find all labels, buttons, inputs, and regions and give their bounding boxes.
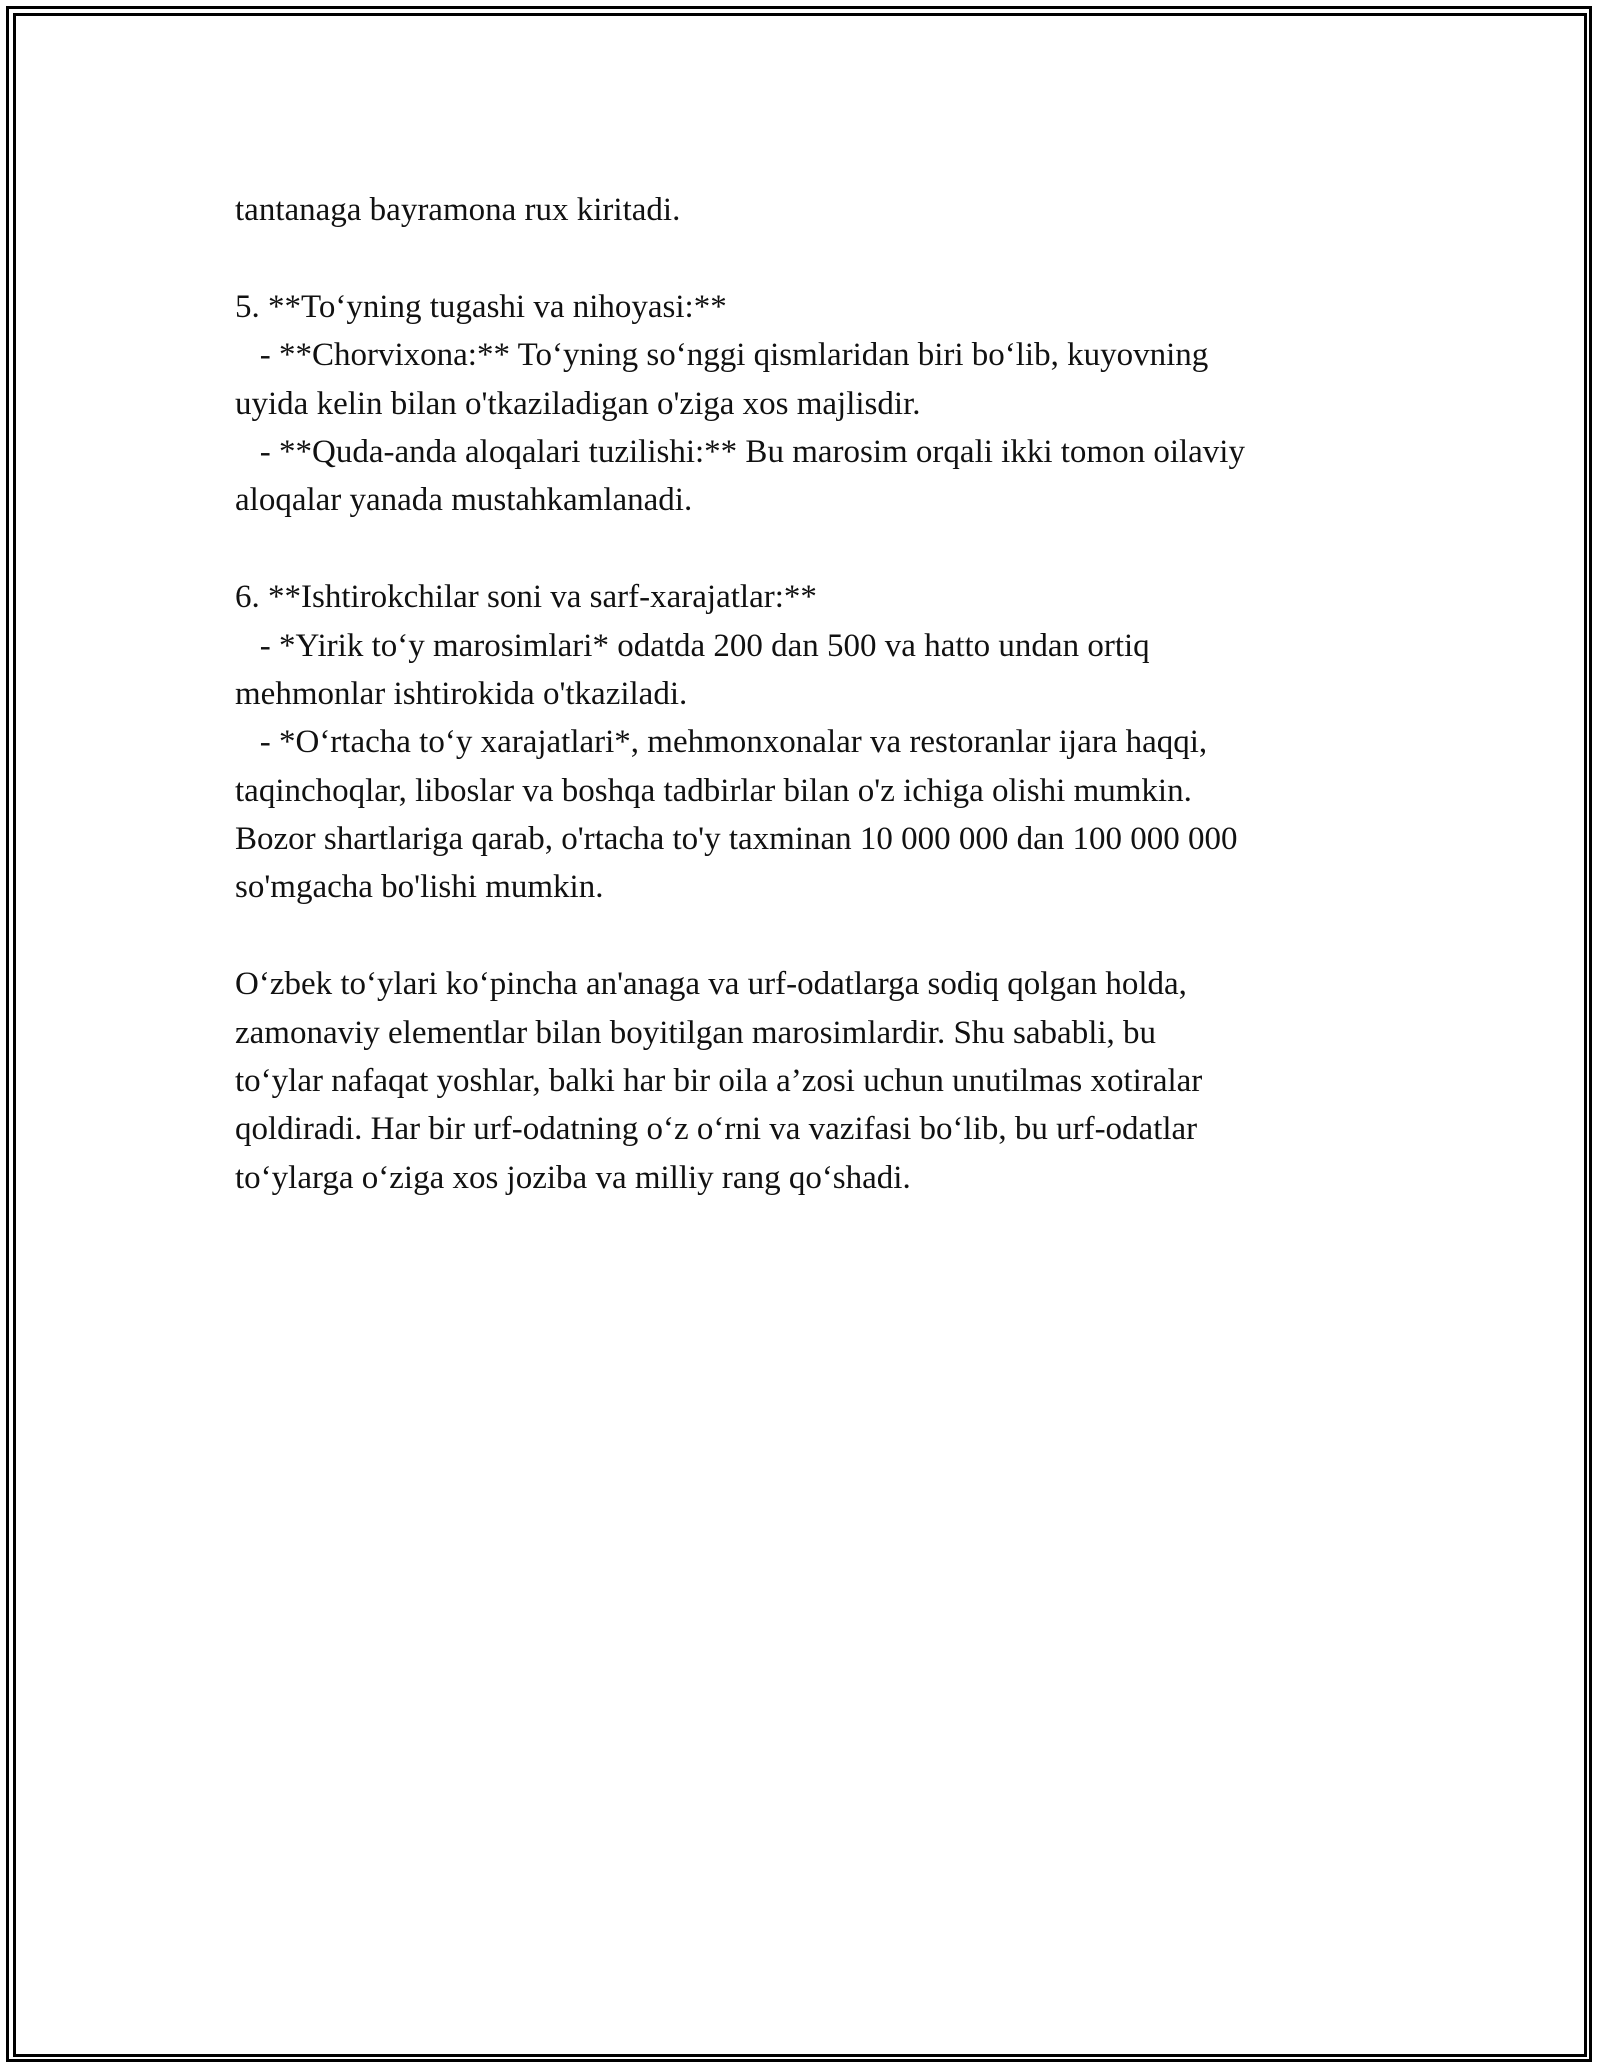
text-line: uyida kelin bilan o'tkaziladigan o'ziga xos majlisdir.: [235, 385, 921, 422]
conclusion-line: to‘ylarga o‘ziga xos joziba va milliy rang qo‘shadi.: [235, 1159, 911, 1196]
blank-line: [235, 234, 1385, 282]
text-line: so'mgacha bo'lishi mumkin.: [235, 869, 604, 906]
document-body: [235, 186, 1385, 1202]
conclusion-line: to‘ylar nafaqat yoshlar, balki har bir oila a’zosi uchun unutilmas xotiralar: [235, 1063, 1203, 1100]
section-heading: 5. **To‘yning tugashi va nihoyasi:**: [235, 288, 727, 325]
blank-line: [235, 912, 1385, 960]
list-item: - *Yirik to‘y marosimlari* odatda 200 dan 500 va hatto undan ortiq: [235, 627, 1150, 664]
text-line: tantanaga bayramona rux kiritadi.: [235, 192, 681, 228]
list-item: - *O‘rtacha to‘y xarajatlari*, mehmonxonalar va restoranlar ijara haqqi,: [235, 724, 1208, 761]
text-line: aloqalar yanada mustahkamlanadi.: [235, 482, 693, 519]
text-line: Bozor shartlariga qarab, o'rtacha to'y taxminan 10 000 000 dan 100 000 000: [235, 821, 1238, 858]
text-line: taqinchoqlar, liboslar va boshqa tadbirlar bilan o'z ichiga olishi mumkin.: [235, 772, 1192, 809]
blank-line: [235, 525, 1385, 573]
conclusion-line: qoldiradi. Har bir urf-odatning o‘z o‘rni va vazifasi bo‘lib, bu urf-odatlar: [235, 1111, 1198, 1148]
list-item: - **Quda-anda aloqalari tuzilishi:** Bu marosim orqali ikki tomon oilaviy: [235, 433, 1245, 470]
section-heading: 6. **Ishtirokchilar soni va sarf-xarajatlar:**: [235, 579, 817, 616]
text-line: mehmonlar ishtirokida o'tkaziladi.: [235, 675, 688, 712]
conclusion-line: O‘zbek to‘ylari ko‘pincha an'anaga va urf-odatlarga sodiq qolgan holda,: [235, 966, 1187, 1003]
conclusion-line: zamonaviy elementlar bilan boyitilgan marosimlardir. Shu sababli, bu: [235, 1014, 1157, 1051]
list-item: - **Chorvixona:** To‘yning so‘nggi qismlaridan biri bo‘lib, kuyovning: [235, 337, 1209, 374]
